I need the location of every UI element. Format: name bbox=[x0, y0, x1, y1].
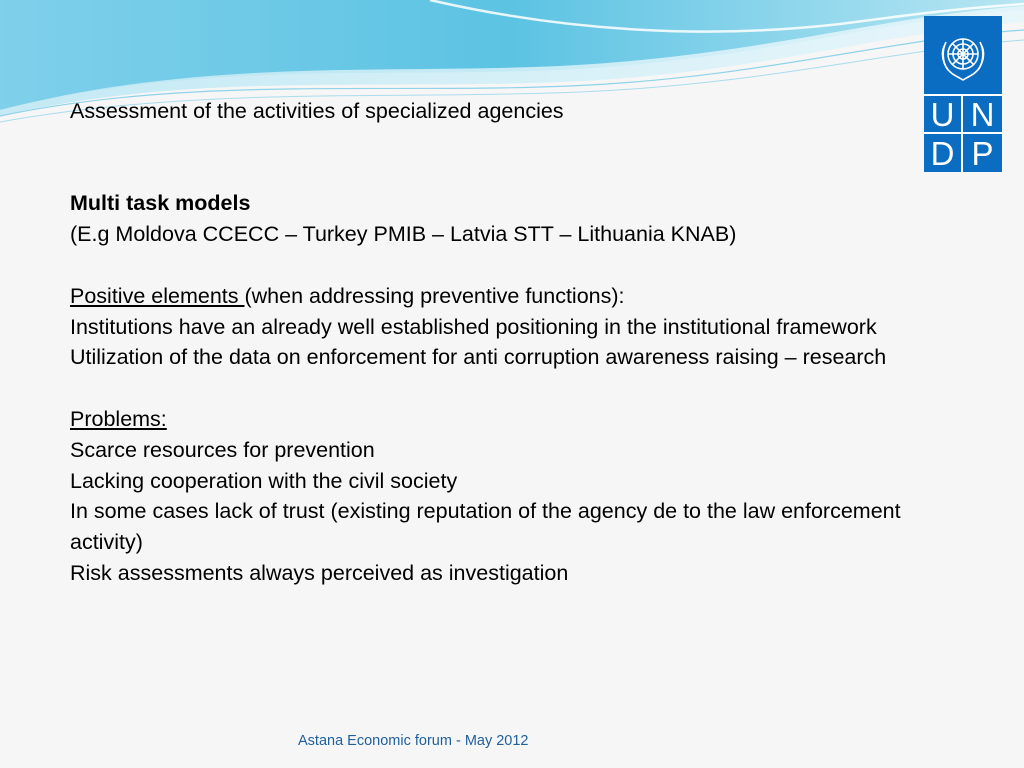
logo-letter: P bbox=[971, 134, 994, 172]
logo-letter: N bbox=[963, 96, 1002, 134]
problems-heading: Problems: bbox=[70, 406, 167, 431]
logo-letter: D bbox=[924, 134, 963, 172]
problem-item: Scarce resources for prevention bbox=[70, 437, 375, 462]
positive-elements-heading bbox=[70, 281, 950, 312]
examples-line: (E.g Moldova CCECC – Turkey PMIB – Latvia STT – Lithuania KNAB) bbox=[70, 222, 737, 247]
positive-heading-suffix: (when addressing preventive functions): bbox=[244, 283, 625, 308]
slide-footer: Astana Economic forum - May 2012 bbox=[298, 733, 529, 749]
slide-title: Assessment of the activities of specialized agencies bbox=[70, 99, 564, 123]
logo-letter: U bbox=[924, 96, 963, 134]
section-heading: Multi task models bbox=[70, 191, 251, 216]
positive-item: Institutions have an already well established positioning in the institutional framework bbox=[70, 314, 877, 339]
slide-body bbox=[70, 96, 950, 589]
problem-item: Risk assessments always perceived as investigation bbox=[70, 560, 569, 585]
problem-item: In some cases lack of trust (existing reputation of the agency de to the law enforcement activity) bbox=[70, 499, 901, 555]
positive-item: Utilization of the data on enforcement for anti corruption awareness raising – research bbox=[70, 345, 887, 370]
problem-item: Lacking cooperation with the civil society bbox=[70, 468, 458, 493]
un-emblem-icon bbox=[924, 16, 1002, 94]
positive-heading-label: Positive elements bbox=[70, 283, 245, 308]
